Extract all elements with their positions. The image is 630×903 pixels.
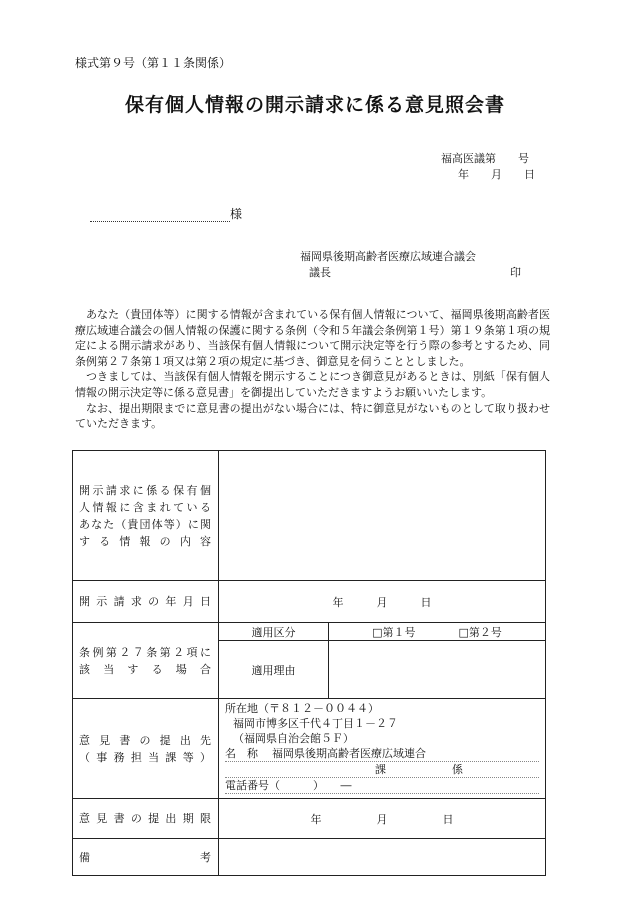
document-date: 年 月 日: [458, 168, 535, 181]
deadline-label: 意見書の提出期限: [73, 799, 219, 839]
submit-location: 所在地（〒８１２－００４４）: [225, 702, 379, 715]
content-field[interactable]: [219, 451, 546, 581]
remarks-field[interactable]: [219, 839, 546, 876]
submit-building: （福岡県自治会館５Ｆ）: [233, 732, 354, 745]
remarks-label: 備考: [73, 839, 219, 876]
body-paragraph: なお、提出期限までに意見書の提出がない場合には、特に御意見がないものとして取り扱わせていただきます。: [75, 401, 550, 431]
content-label: 開示請求に係る保有個 人情報に含まれている あなた（貴団体等）に関 する情報の内容: [73, 451, 219, 581]
document-number: 福高医議第 号: [441, 152, 529, 165]
body-paragraph: つきましては、当該保有個人情報を開示することにつき御意見があるときは、別紙「保有個人情報の開示決定等に係る意見書」を御提出していただきますようお願いいたします。: [75, 370, 550, 399]
submit-to-label: 意見書の提出先 （事務担当課等）: [73, 699, 219, 799]
submit-address: 福岡市博多区千代４丁目１－２７: [233, 717, 398, 730]
submit-phone: 電話番号（ ） ―: [225, 778, 539, 794]
form-number: 様式第９号（第１１条関係）: [75, 56, 232, 70]
inquiry-table: [72, 450, 546, 876]
reason-field[interactable]: [329, 641, 546, 699]
seal-mark: 印: [510, 266, 521, 279]
category-label: 適用区分: [219, 623, 329, 641]
submit-to-details: [219, 699, 546, 799]
table-row: [73, 581, 546, 623]
reason-label: 適用理由: [219, 641, 329, 699]
option-article-1-checkbox[interactable]: □第１号: [372, 625, 416, 639]
table-row: [73, 839, 546, 876]
submit-name-label: 名 称: [225, 747, 258, 760]
table-row: [73, 623, 546, 641]
addressee: [90, 205, 242, 222]
table-row: [73, 699, 546, 799]
sender-organization: 福岡県後期高齢者医療広域連合議会: [300, 250, 476, 263]
body-paragraph: あなた（貴団体等）に関する情報が含まれている保有個人情報について、福岡県後期高齢者医療広域連合議会の個人情報の保護に関する条例（令和５年議会条例第１号）第１９条第１項の規定による開示請求があり、当該保有個人情報について開示決定等を行う際の参考とするため、同条例第２７条第１項又は第２項の規定に基づき、御意見を伺うこととしました。: [75, 308, 550, 368]
addressee-suffix: 様: [230, 207, 243, 221]
table-row: [73, 799, 546, 839]
request-date-field[interactable]: 年 月 日: [219, 581, 546, 623]
addressee-blank-line: [90, 207, 230, 222]
option-article-2-checkbox[interactable]: □第２号: [458, 625, 502, 639]
body-text: [75, 307, 550, 432]
submit-section: 課 係: [225, 762, 539, 778]
request-date-label: 開示請求の年月日: [73, 581, 219, 623]
article-label: 条例第２７条第２項に 該当する場合: [73, 623, 219, 699]
deadline-field[interactable]: 年 月 日: [219, 799, 546, 839]
category-options: [329, 623, 546, 641]
document-title: 保有個人情報の開示請求に係る意見照会書: [124, 94, 505, 116]
sender-chair: 議長: [309, 266, 331, 279]
submit-name: [225, 746, 539, 762]
submit-name-value: 福岡県後期高齢者医療広域連合: [272, 747, 426, 760]
table-row: [73, 451, 546, 581]
